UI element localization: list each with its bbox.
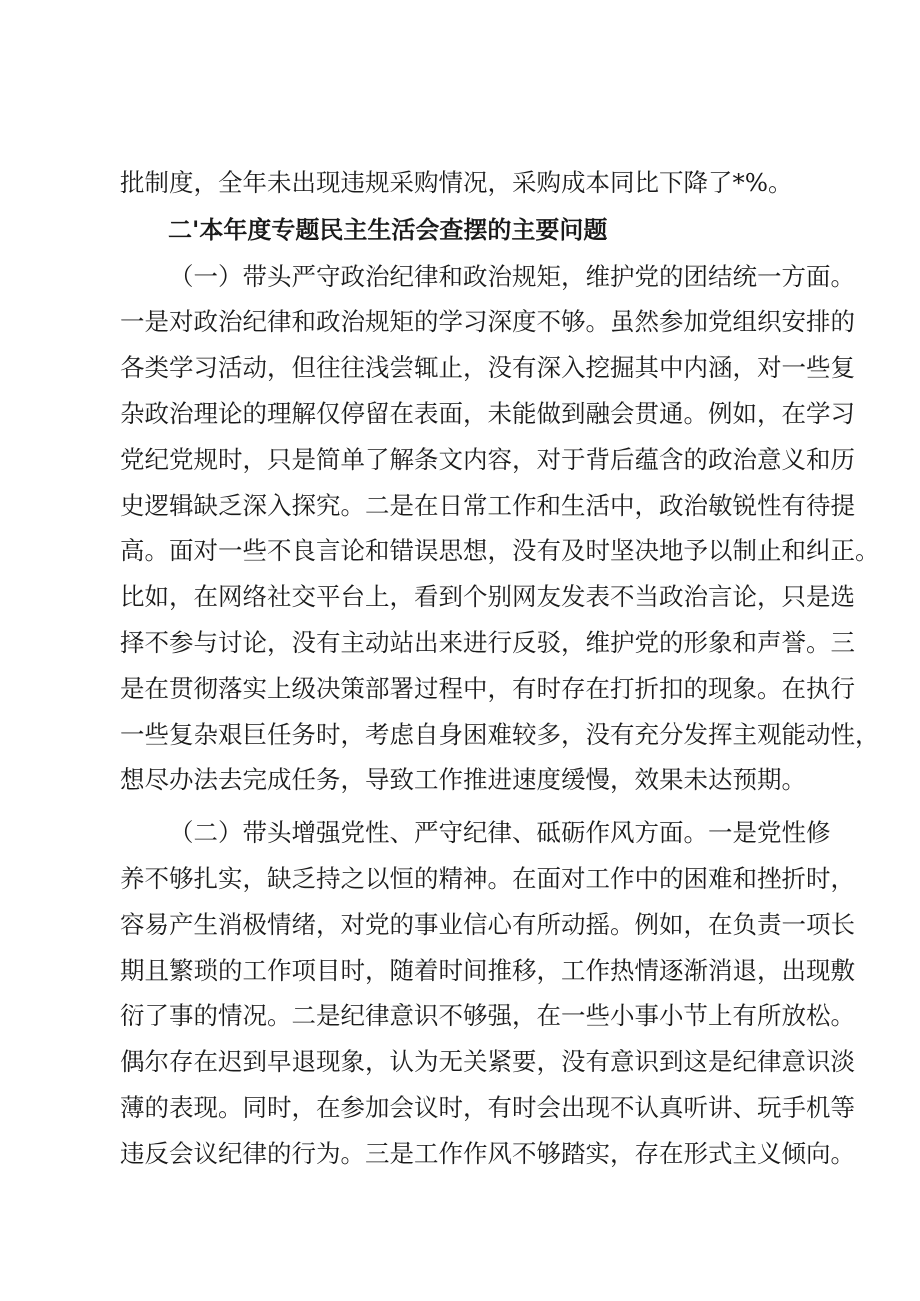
document-body	[120, 160, 880, 1177]
paragraph-line: 偶尔存在迟到早退现象，认为无关紧要，没有意识到这是纪律意识淡	[120, 1047, 855, 1077]
paragraph-line: 高。面对一些不良言论和错误思想，没有及时坚决地予以制止和纠正。	[120, 536, 880, 566]
section-heading: 二'本年度专题民主生活会查摆的主要问题	[168, 215, 608, 244]
paragraph-political-discipline	[120, 254, 880, 804]
paragraph-line: 比如，在网络社交平台上，看到个别网友发表不当政治言论，只是选	[120, 582, 855, 612]
paragraph-line: 想尽办法去完成任务，导致工作推进速度缓慢，效果未达预期。	[120, 765, 806, 795]
paragraph-line: 期且繁琐的工作项目时，随着时间推移，工作热情逐渐消退，出现敷	[120, 955, 855, 985]
paragraph-party-spirit	[120, 810, 855, 1176]
paragraph-line: （一）带头严守政治纪律和政治规矩，维护党的团结统一方面。	[169, 261, 855, 291]
paragraph-line: 违反会议纪律的行为。三是工作作风不够踏实，存在形式主义倾向。	[120, 1138, 855, 1168]
intro-line: 批制度，全年未出现违规采购情况，采购成本同比下降了*%。	[120, 168, 793, 197]
paragraph-line: 容易产生消极情绪，对党的事业信心有所动摇。例如，在负责一项长	[120, 909, 855, 939]
paragraph-line: （二）带头增强党性、严守纪律、砥砺作风方面。一是党性修	[169, 818, 831, 848]
paragraph-line: 择不参与讨论，没有主动站出来进行反驳，维护党的形象和声誉。三	[120, 627, 855, 657]
paragraph-line: 史逻辑缺乏深入探究。二是在日常工作和生活中，政治敏锐性有待提	[120, 490, 855, 520]
paragraph-line: 养不够扎实，缺乏持之以恒的精神。在面对工作中的困难和挫折时，	[120, 863, 855, 893]
paragraph-line: 一是对政治纪律和政治规矩的学习深度不够。虽然参加党组织安排的	[120, 307, 855, 337]
paragraph-line: 党纪党规时，只是简单了解条文内容，对于背后蕴含的政治意义和历	[120, 444, 855, 474]
paragraph-spacer	[120, 803, 810, 810]
paragraph-line: 薄的表现。同时，在参加会议时，有时会出现不认真听讲、玩手机等	[120, 1092, 855, 1122]
paragraph-line: 一些复杂艰巨任务时，考虑自身困难较多，没有充分发挥主观能动性，	[120, 719, 880, 749]
paragraph-line: 杂政治理论的理解仅停留在表面，未能做到融会贯通。例如，在学习	[120, 398, 855, 428]
paragraph-line: 各类学习活动，但往往浅尝辄止，没有深入挖掘其中内涵，对一些复	[120, 353, 855, 383]
paragraph-line: 衍了事的情况。二是纪律意识不够强，在一些小事小节上有所放松。	[120, 1001, 855, 1031]
paragraph-line: 是在贯彻落实上级决策部署过程中，有时存在打折扣的现象。在执行	[120, 673, 855, 703]
